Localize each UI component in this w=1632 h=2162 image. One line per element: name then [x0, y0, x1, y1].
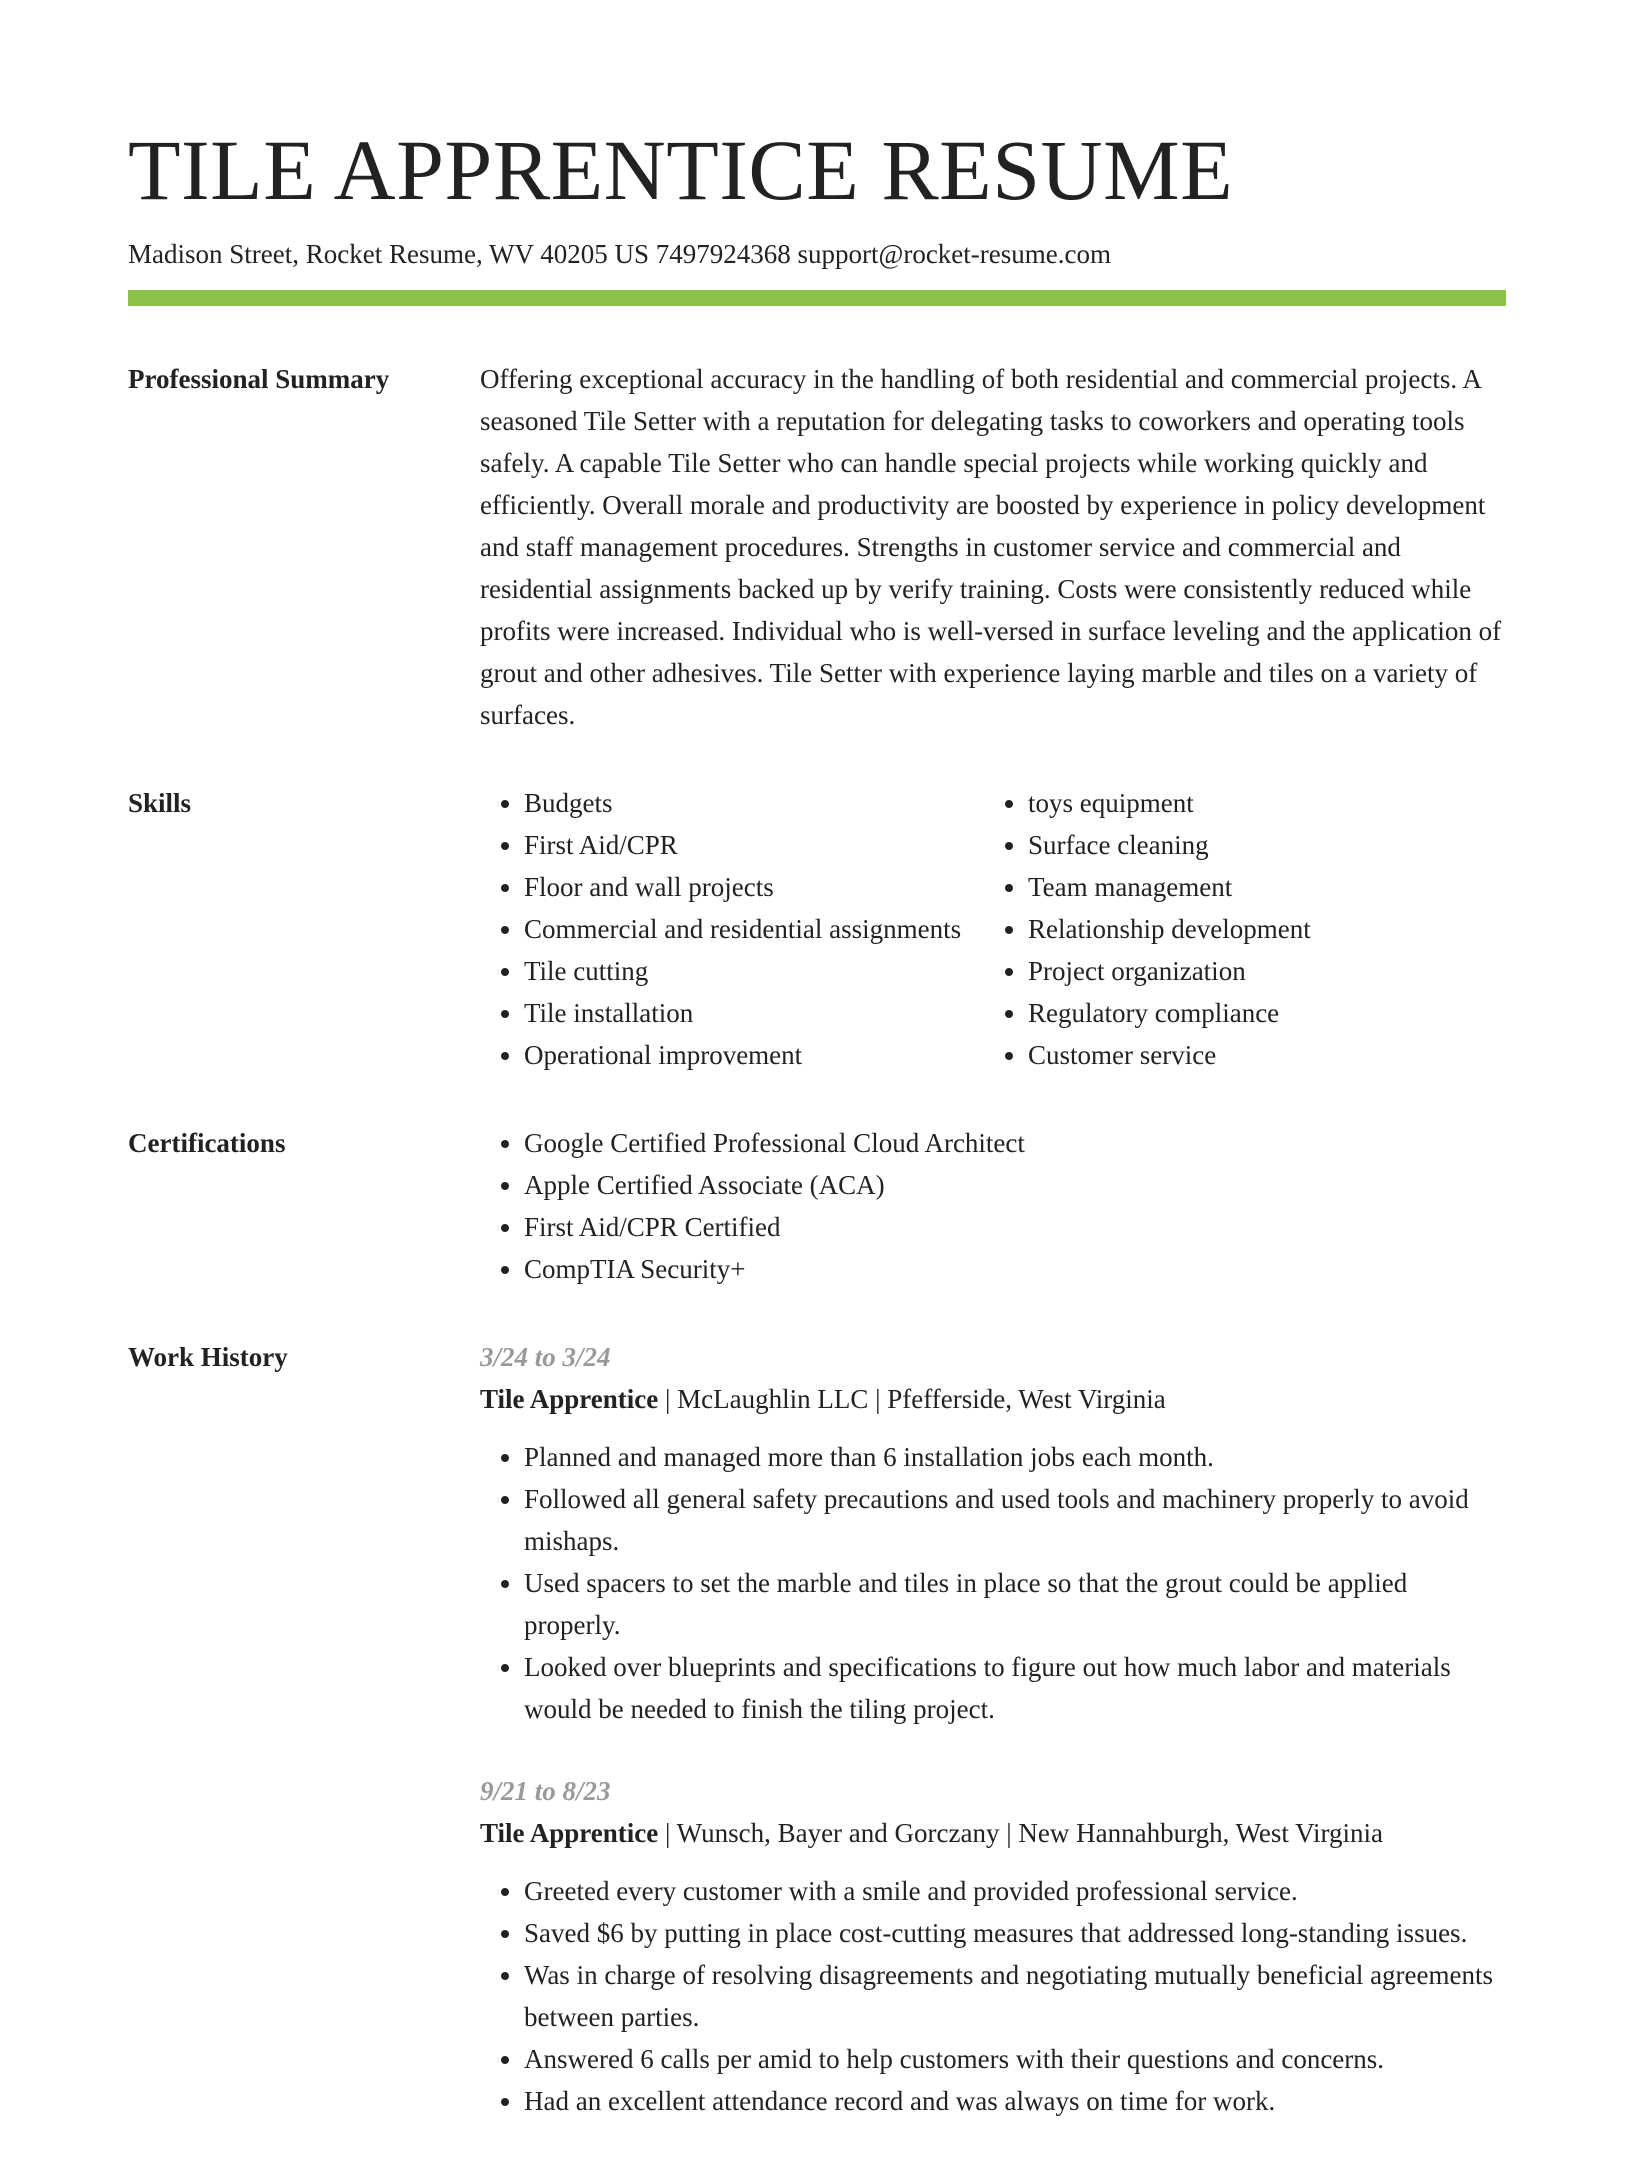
job-bullets — [480, 1436, 1506, 1730]
job-dates: 3/24 to 3/24 — [480, 1342, 611, 1372]
job-position: Tile Apprentice — [480, 1818, 659, 1848]
job-entry — [480, 1770, 1506, 2122]
certifications-list — [480, 1122, 1506, 1290]
certification-item: • CompTIA Security+ — [524, 1248, 1506, 1290]
certification-item: • First Aid/CPR Certified — [524, 1206, 1506, 1248]
skill-item: • Budgets — [524, 782, 984, 824]
job-bullet: • Answered 6 calls per amid to help customers with their questions and concerns. — [524, 2038, 1506, 2080]
skill-item: • Relationship development — [1028, 908, 1506, 950]
job-heading — [480, 1378, 1506, 1420]
skills-list-right — [984, 782, 1506, 1076]
job-bullet: • Followed all general safety precautions and used tools and machinery properly to avoid mishaps. — [524, 1478, 1506, 1562]
resume-title: TILE APPRENTICE RESUME — [128, 122, 1234, 218]
skill-item: • Surface cleaning — [1028, 824, 1506, 866]
skill-item: • Project organization — [1028, 950, 1506, 992]
job-bullet: • Was in charge of resolving disagreements and negotiating mutually beneficial agreements between parties. — [524, 1954, 1506, 2038]
certifications-label: Certifications — [128, 1128, 286, 1158]
skill-item: • Team management — [1028, 866, 1506, 908]
job-bullet: • Planned and managed more than 6 installation jobs each month. — [524, 1436, 1506, 1478]
certifications-section — [128, 1122, 1506, 1290]
summary-text: Offering exceptional accuracy in the handling of both residential and commercial projects. A seasoned Tile Setter with a reputation for delegating tasks to coworkers and operating tools safely. A capable Tile Setter who can handle special projects while working quickly and efficiently. Overall morale and productivity are boosted by experience in policy development and staff management procedures. Strengths in customer service and commercial and residential assignments backed up by verify training. Costs were consistently reduced while profits were increased. Individual who is well-versed in surface leveling and the application of grout and other adhesives. Tile Setter with experience laying marble and tiles on a variety of surfaces. — [480, 364, 1502, 730]
job-details: | Wunsch, Bayer and Gorczany | New Hannahburgh, West Virginia — [658, 1818, 1384, 1848]
resume-page — [128, 118, 1506, 2162]
work-history-label: Work History — [128, 1342, 288, 1372]
job-bullet: • Saved $6 by putting in place cost-cutting measures that addressed long-standing issues. — [524, 1912, 1506, 1954]
job-dates: 9/21 to 8/23 — [480, 1776, 611, 1806]
skill-item: • Regulatory compliance — [1028, 992, 1506, 1034]
job-details: | McLaughlin LLC | Pfefferside, West Virginia — [658, 1384, 1166, 1414]
accent-divider — [128, 290, 1506, 306]
skill-item: • Commercial and residential assignments — [524, 908, 984, 950]
job-bullet: • Used spacers to set the marble and tiles in place so that the grout could be applied properly. — [524, 1562, 1506, 1646]
job-position: Tile Apprentice — [480, 1384, 659, 1414]
summary-label: Professional Summary — [128, 364, 390, 394]
job-bullets — [480, 1870, 1506, 2122]
job-bullet: • Greeted every customer with a smile and provided professional service. — [524, 1870, 1506, 1912]
skill-item: • Operational improvement — [524, 1034, 984, 1076]
skills-list-left — [480, 782, 984, 1076]
job-bullet: • Looked over blueprints and specifications to figure out how much labor and materials would be needed to finish the tiling project. — [524, 1646, 1506, 1730]
job-entry — [480, 1336, 1506, 1730]
job-bullet: • Had an excellent attendance record and was always on time for work. — [524, 2080, 1506, 2122]
summary-section — [128, 358, 1506, 736]
certification-item: • Google Certified Professional Cloud Architect — [524, 1122, 1506, 1164]
skills-section — [128, 782, 1506, 1076]
skills-label: Skills — [128, 788, 192, 818]
contact-line: Madison Street, Rocket Resume, WV 40205 US 7497924368 support@rocket-resume.com — [128, 239, 1111, 269]
skill-item: • Customer service — [1028, 1034, 1506, 1076]
work-history-section — [128, 1336, 1506, 2162]
skill-item: • toys equipment — [1028, 782, 1506, 824]
skill-item: • Floor and wall projects — [524, 866, 984, 908]
job-heading — [480, 1812, 1506, 1854]
certification-item: • Apple Certified Associate (ACA) — [524, 1164, 1506, 1206]
skill-item: • Tile cutting — [524, 950, 984, 992]
skill-item: • First Aid/CPR — [524, 824, 984, 866]
skill-item: • Tile installation — [524, 992, 984, 1034]
